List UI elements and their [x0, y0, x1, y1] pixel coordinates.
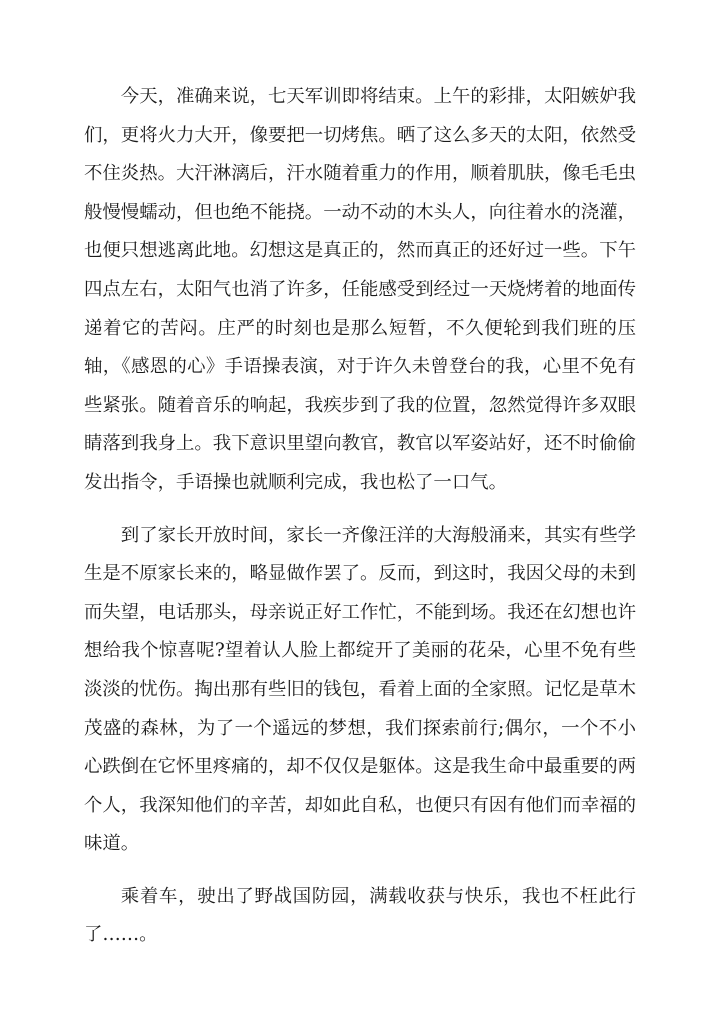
paragraph-2: 到了家长开放时间，家长一齐像汪洋的大海般涌来，其实有些学生是不原家长来的，略显做作罢了。反而，到这时，我因父母的未到而失望，电话那头，母亲说正好工作忙，不能到场。我还在幻想也许想给我个惊喜呢?望着认人脸上都绽开了美丽的花朵，心里不免有些淡淡的忧伤。掏出那有些旧的钱包，看着上面的全家照。记忆是草木茂盛的森林，为了一个遥远的梦想，我们探索前行;偶尔，一个不小心跌倒在它怀里疼痛的，却不仅仅是躯体。这是我生命中最重要的两个人，我深知他们的辛苦，却如此自私，也便只有因有他们而幸福的味道。 [84, 524, 636, 855]
essay-body [84, 78, 636, 955]
paragraph-3: 乘着车，驶出了野战国防园，满载收获与快乐，我也不枉此行了……。 [84, 885, 636, 946]
paragraph-1: 今天，准确来说，七天军训即将结束。上午的彩排，太阳嫉妒我们，更将火力大开，像要把一切烤焦。晒了这么多天的太阳，依然受不住炎热。大汗淋漓后，汗水随着重力的作用，顺着肌肤，像毛毛虫般慢慢蠕动，但也绝不能挠。一动不动的木头人，向往着水的浇灌，也便只想逃离此地。幻想这是真正的，然而真正的还好过一些。下午四点左右，太阳气也消了许多，任能感受到经过一天烧烤着的地面传递着它的苦闷。庄严的时刻也是那么短暂，不久便轮到我们班的压轴，《感恩的心》手语操表演，对于许久未曾登台的我，心里不免有些紧张。随着音乐的响起，我疾步到了我的位置，忽然觉得许多双眼睛落到我身上。我下意识里望向教官，教官以军姿站好，还不时偷偷发出指令，手语操也就顺利完成，我也松了一口气。 [84, 86, 636, 493]
